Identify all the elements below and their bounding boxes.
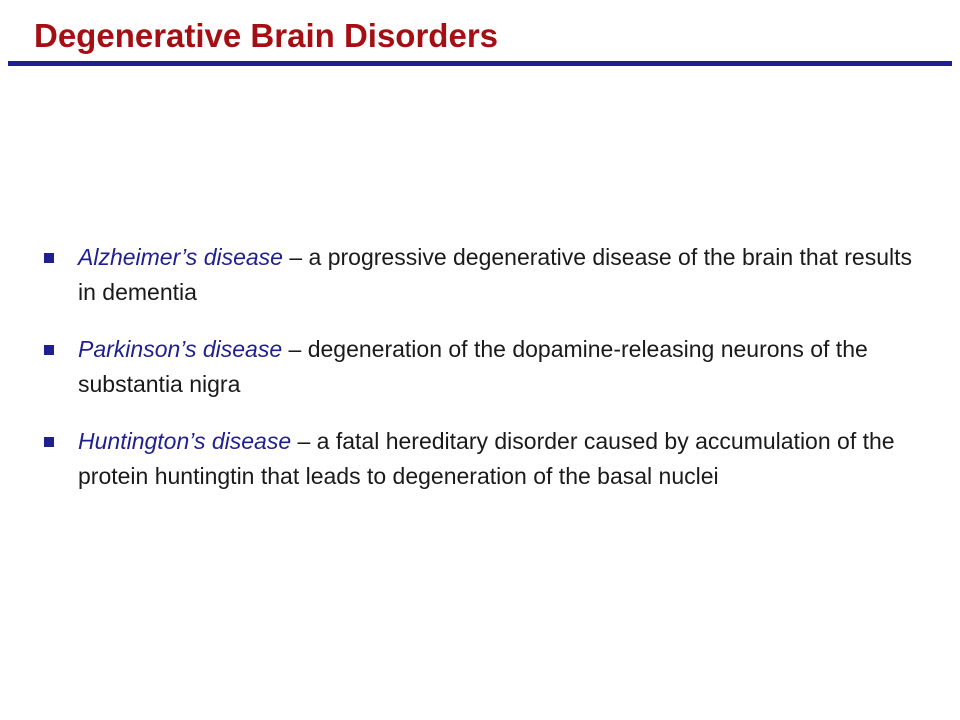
bullet-item-parkinsons [42,332,912,402]
title-underline [8,61,952,66]
bullet-term: Huntington’s disease [78,428,292,454]
bullet-list [42,240,912,516]
bullet-item-huntingtons [42,424,912,494]
bullet-item-alzheimers [42,240,912,310]
bullet-definition: – a fatal hereditary disorder caused by accumulation of the protein huntingtin that leads to degeneration of the basal nuclei [78,428,895,489]
square-bullet-icon [44,253,54,263]
bullet-term: Parkinson’s disease [78,336,283,362]
square-bullet-icon [44,345,54,355]
bullet-definition: – a progressive degenerative disease of the brain that results in dementia [78,244,913,305]
square-bullet-icon [44,437,54,447]
bullet-term: Alzheimer’s disease [78,244,283,270]
slide-title: Degenerative Brain Disorders [34,17,499,54]
bullet-definition: – degeneration of the dopamine-releasing neurons of the substantia nigra [78,336,868,397]
